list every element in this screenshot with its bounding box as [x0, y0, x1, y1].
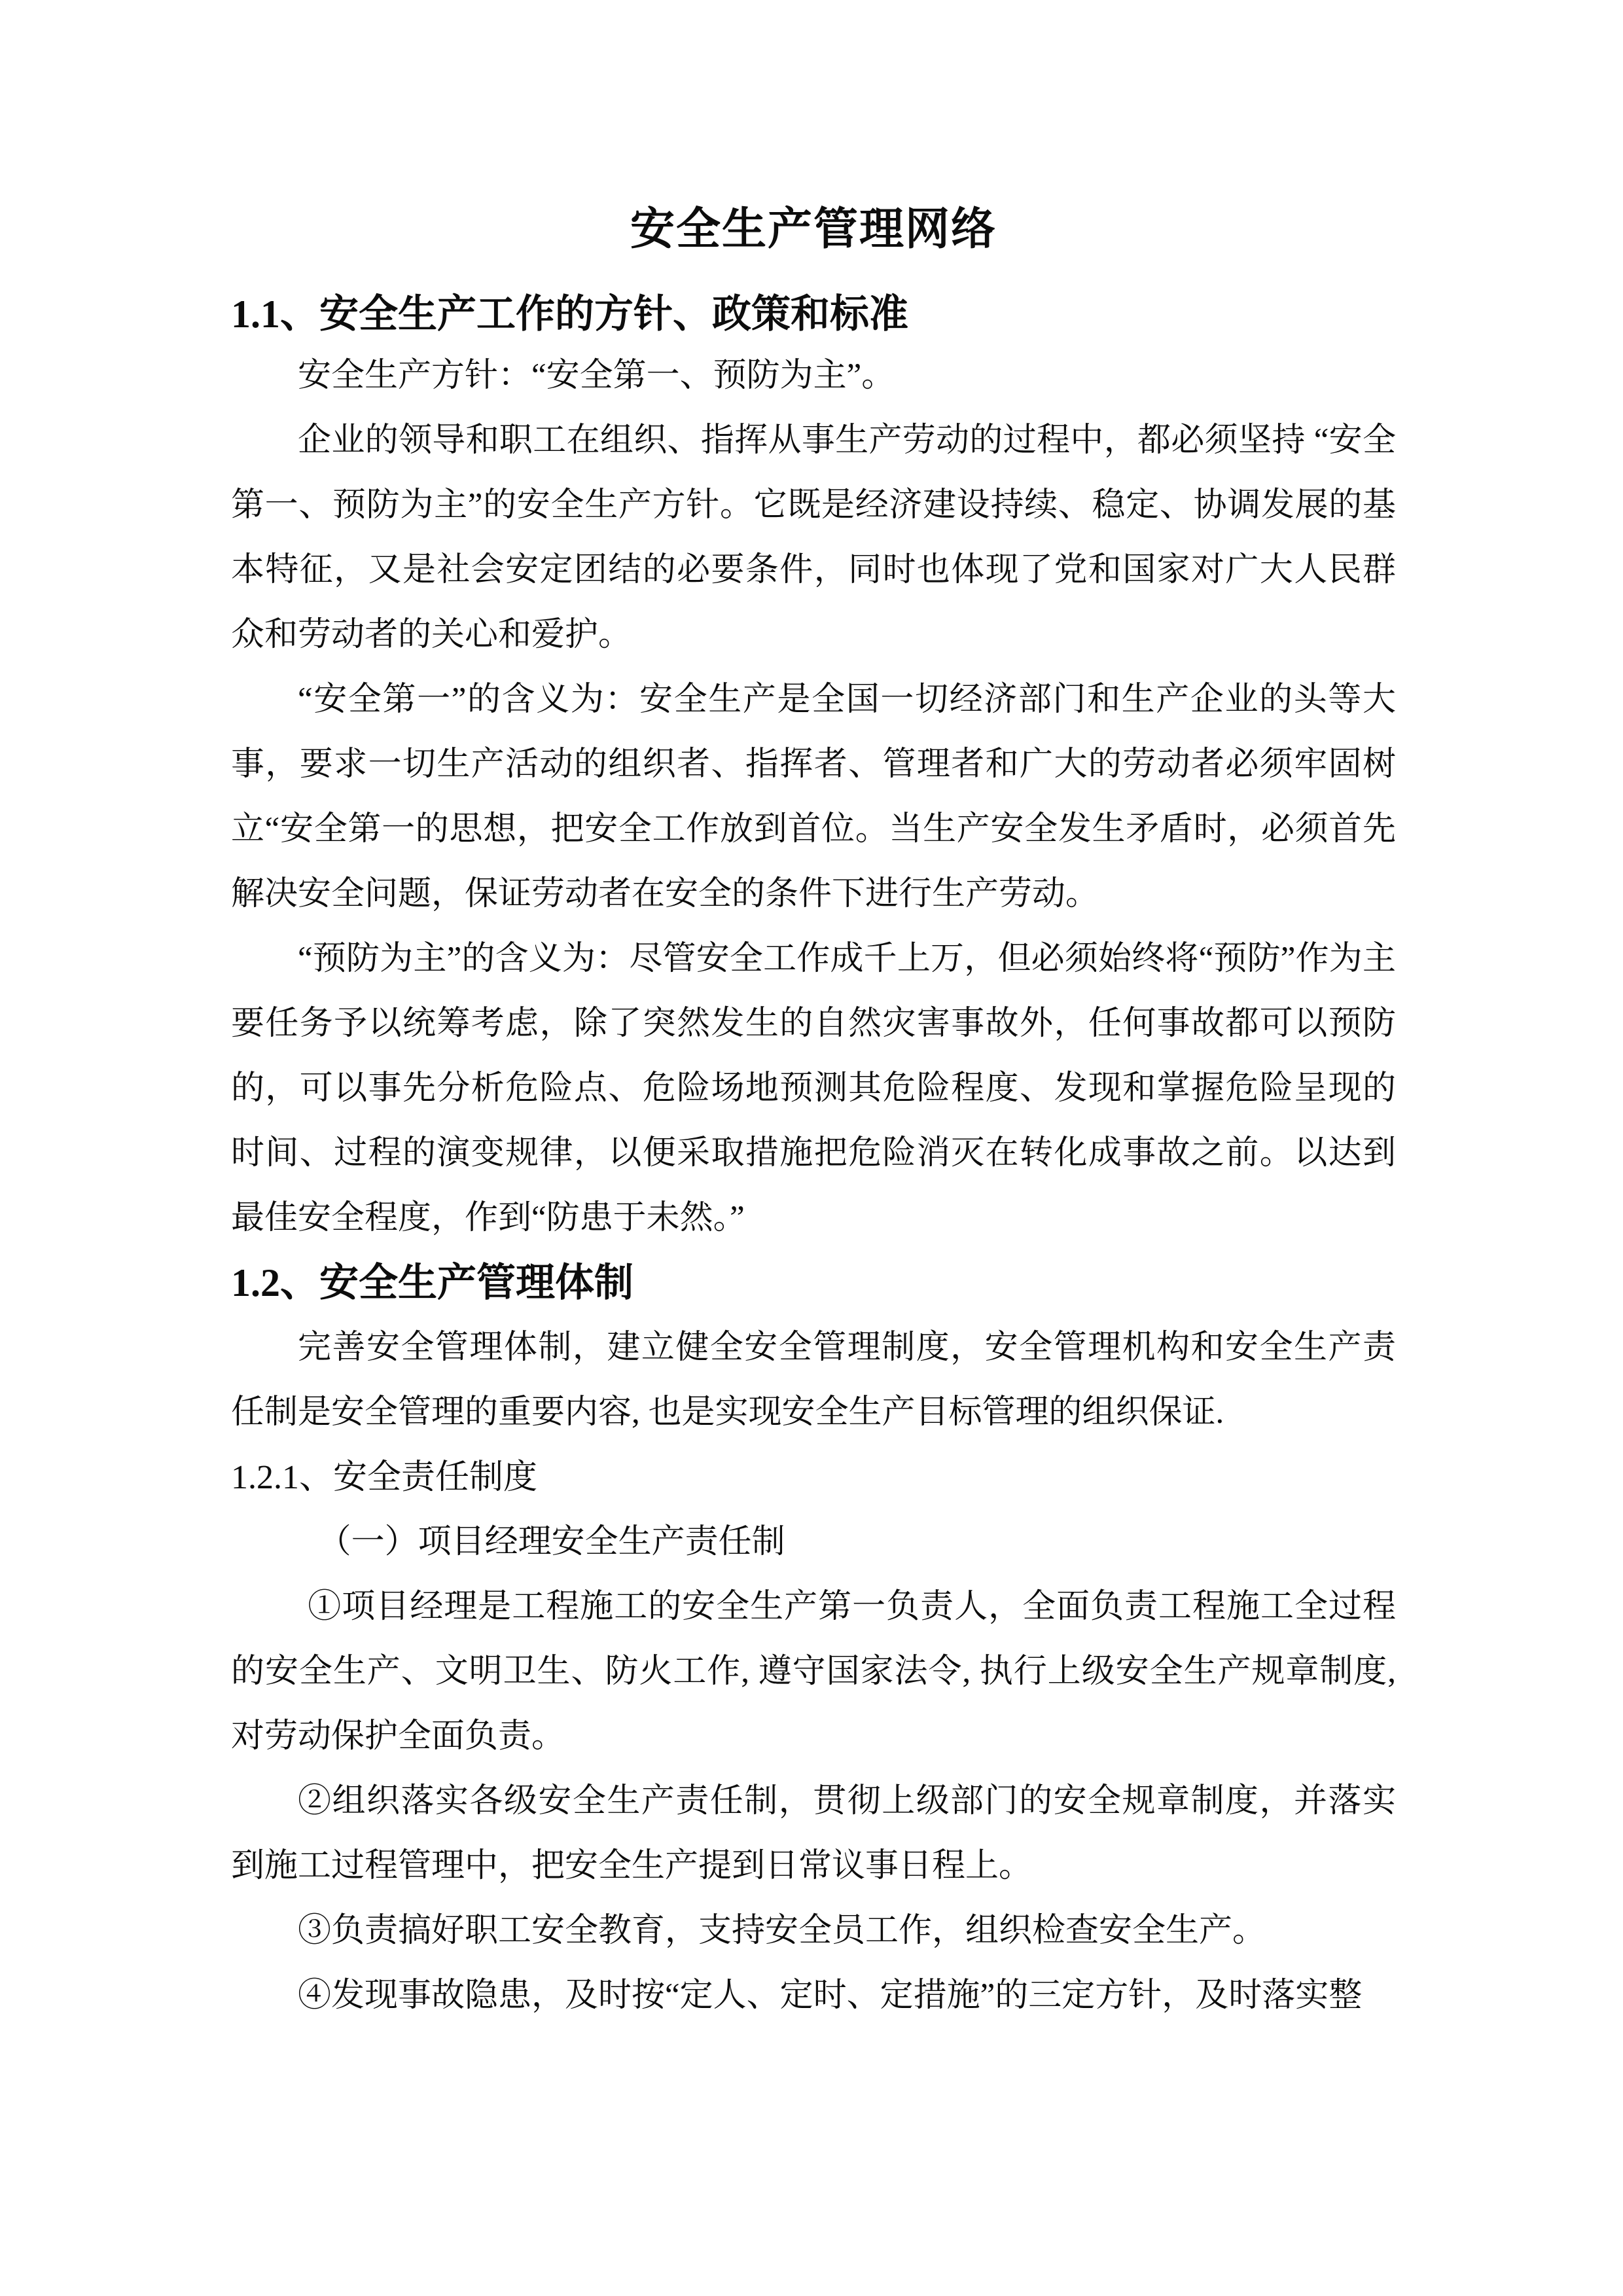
- paragraph-item-2: ②组织落实各级安全生产责任制，贯彻上级部门的安全规章制度，并落实到施工过程管理中，把安全生产提到日常议事日程上。: [231, 1783, 1396, 1884]
- document-body: [231, 344, 1396, 2028]
- document-content: [231, 0, 1396, 2028]
- document-title: 安全生产管理网络: [630, 204, 997, 254]
- paragraph-management-system: 完善安全管理体制，建立健全安全管理制度，安全管理机构和安全生产责任制是安全管理的重要内容, 也是实现安全生产目标管理的组织保证.: [231, 1329, 1396, 1431]
- paragraph-project-manager-responsibility-title: （一）项目经理安全生产责任制: [317, 1524, 785, 1560]
- sub-heading-1-2-1: 1.2.1、安全责任制度: [231, 1459, 538, 1496]
- paragraph-item-1: ①项目经理是工程施工的安全生产第一负责人，全面负责工程施工全过程的安全生产、文明卫生、防火工作, 遵守国家法令, 执行上级安全生产规章制度, 对劳动保护全面负责。: [231, 1588, 1396, 1755]
- paragraph-enterprise-leaders: 企业的领导和职工在组织、指挥从事生产劳动的过程中，都必须坚持 “安全第一、预防为主”的安全生产方针。它既是经济建设持续、稳定、协调发展的基本特征，又是社会安定团结的必要条件，同时也体现了党和国家对广大人民群众和劳动者的关心和爱护。: [231, 422, 1396, 653]
- paragraph-item-3: ③负责搞好职工安全教育，支持安全员工作，组织检查安全生产。: [298, 1912, 1266, 1949]
- section-heading-1-1: 1.1、安全生产工作的方针、政策和标准: [231, 293, 908, 336]
- paragraph-safety-first-meaning: “安全第一”的含义为：安全生产是全国一切经济部门和生产企业的头等大事，要求一切生产活动的组织者、指挥者、管理者和广大的劳动者必须牢固树立“安全第一的思想，把安全工作放到首位。当生产安全发生矛盾时，必须首先解决安全问题，保证劳动者在安全的条件下进行生产劳动。: [231, 681, 1396, 912]
- paragraph-item-4: ④发现事故隐患，及时按“定人、定时、定措施”的三定方针，及时落实整: [298, 1977, 1363, 2014]
- paragraph-safety-policy: 安全生产方针：“安全第一、预防为主”。: [298, 357, 895, 394]
- section-heading-1-2: 1.2、安全生产管理体制: [231, 1261, 633, 1304]
- paragraph-prevention-first-meaning: “预防为主”的含义为：尽管安全工作成千上万，但必须始终将“预防”作为主要任务予以统筹考虑，除了突然发生的自然灾害事故外，任何事故都可以预防的，可以事先分析危险点、危险场地预测其危险程度、发现和掌握危险呈现的时间、过程的演变规律，以便采取措施把危险消灭在转化成事故之前。以达到最佳安全程度，作到“防患于未然。”: [231, 941, 1396, 1236]
